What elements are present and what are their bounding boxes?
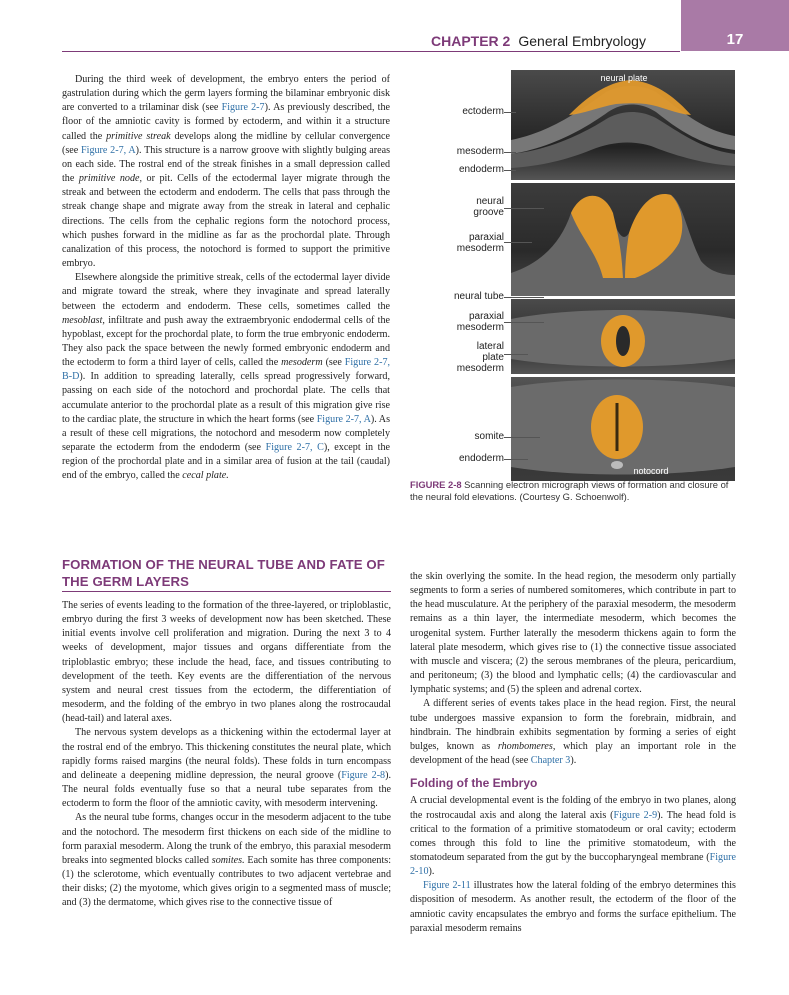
- page-number: 17: [726, 31, 744, 48]
- figure-link[interactable]: Figure 2-7, A: [81, 144, 136, 156]
- chapter-number: CHAPTER 2: [431, 33, 511, 49]
- chapter-title: General Embryology: [518, 33, 646, 49]
- caption-text: Scanning electron micrograph views of formation and closure of the neural fold elevations. (Courtesy G. Schoenwolf).: [410, 479, 729, 503]
- caption-figure-number: FIGURE 2-8: [410, 479, 462, 490]
- figure-link[interactable]: Figure 2-8: [341, 769, 386, 781]
- label-neural-plate: neural plate: [600, 73, 648, 83]
- figure-link[interactable]: Figure 2-11: [423, 880, 471, 892]
- paragraph: the skin overlying the somite. In the head region, the mesoderm only partially segments to form a series of numbered somitomeres, which contribute in part to the head musculature. At the periphery of the paraxial mesoderm, the mesoderm remains as a thin layer, the intermediate mesoderm, which becomes the urogenital system. Further laterally the mesoderm thickens again to form the lateral plate mesoderm, which gives rise to (1) the connective tissue associated with muscle and viscera; (2) the serous membranes of the pleura, pericardium, and peritoneum; (3) the blood and lymphatic cells; (4) the cardiovascular and lymphatic systems; and (5) the spleen and adrenal cortex.: [410, 571, 736, 696]
- label-mesoderm: mesoderm: [456, 146, 504, 157]
- label-paraxial-mesoderm: paraxial mesoderm: [456, 311, 504, 333]
- label-ectoderm: ectoderm: [462, 106, 504, 117]
- paragraph: Figure 2-11 illustrates how the lateral folding of the embryo determines this disposition of mesoderm. As another result, the ectoderm of the floor of the amniotic cavity encapsulates the embryo and forms the surface epithelium. The paraxial mesoderm remains: [410, 880, 736, 934]
- figure-link[interactable]: Figure 2-7, A: [316, 413, 371, 425]
- leader-line: [504, 437, 540, 438]
- label-neural-tube: neural tube: [453, 291, 504, 302]
- label-endoderm: endoderm: [458, 453, 504, 464]
- figure-link[interactable]: Figure 2-7, B-D: [62, 357, 391, 383]
- paragraph: A crucial developmental event is the folding of the embryo in two planes, along the rostrocaudal axis and along the lateral axis (Figure 2-9). The head fold is critical to the formation of a primitive stomatodeum or oral cavity; ectoderm comes through this fold to line the primitive stomatodeum, with the stomatodeum separated from the gut by the buccopharyngeal membrane (Figure 2-10).: [410, 795, 736, 878]
- label-endoderm: endoderm: [458, 164, 504, 175]
- leader-line: [504, 170, 516, 171]
- leader-line: [504, 354, 528, 355]
- paragraph: During the third week of development, the embryo enters the period of gastrulation during which the germ layers forming the bilaminar embryonic disk are converted to a trilaminar disk (see Figure 2-7). As previously described, the floor of the amniotic cavity is formed by ectoderm, and within it a structure called the primitive streak develops along the midline by cellular convergence (see Figure 2-7, A). This structure is a narrow groove with slightly bulging areas on each side. The rostral end of the streak finishes in a small depression called the primitive node, or pit. Cells of the ectodermal layer migrate through the streak and between the ectoderm and endoderm. The cells that pass through the streak change shape and migrate away from the streak in lateral and cephalic directions. The cells from the cephalic regions form the notochord process, which pushes forward in the midline as far as the prochordal plate. Through canalization of this process, the notochord is formed to support the primitive embryo.: [62, 74, 390, 270]
- paragraph: Elsewhere alongside the primitive streak, cells of the ectodermal layer divide and migrate toward the streak, where they invaginate and spread laterally between the ectoderm and endoderm. These cells, sometimes called the mesoblast, infiltrate and push away the extraembryonic endodermal cells of the hypoblast, except for the prochordal plate, to form the true embryonic endoderm. They also pack the space between the newly formed embryonic endoderm and the ectoderm to form a third layer of cells, called the mesoderm (see Figure 2-7, B-D). In addition to spreading laterally, cells spread progressively forward, passing on each side of the notochord and prochordal plate. The cells that accumulate anterior to the prochordal plate as a result of this migration give rise to the cardiac plate, the structure in which the heart forms (see Figure 2-7, A). As a result of these cell migrations, the notochord and mesoderm now completely separate the ectoderm from the endoderm (see Figure 2-7, C), except in the region of the prochordal plate and in a similar area of fusion at the tail (caudal) end of the embryo, called the cecal plate.: [62, 272, 391, 482]
- leader-line: [504, 297, 544, 298]
- leader-line: [504, 208, 544, 209]
- figure-caption: [410, 479, 736, 504]
- header-rule: [62, 51, 680, 52]
- micrograph-neural-plate: [511, 70, 735, 180]
- figure-link[interactable]: Figure 2-7: [221, 102, 265, 114]
- section-rule: [62, 591, 391, 592]
- leader-line: [504, 242, 532, 243]
- running-header: [431, 33, 646, 49]
- label-paraxial-mesoderm: paraxial mesoderm: [456, 232, 504, 254]
- figure-link[interactable]: Figure 2-7, C: [265, 442, 324, 454]
- leader-line: [504, 112, 516, 113]
- label-notocord: notocord: [633, 466, 669, 476]
- label-somite: somite: [474, 431, 504, 442]
- micrograph-somite: [511, 377, 735, 481]
- paragraph: The series of events leading to the formation of the three-layered, or triploblastic, embryo during the first 3 weeks of development now has been sketched. These initial events involve cell proliferation and migration. During the next 3 to 4 weeks of development, major tissues and organs differentiate from the triploblastic embryo; these include the head, face, and tissues contributing to development of the teeth. Key events are the differentiation of the nervous system and neural crest tissues from the ectoderm, the differentiation of mesoderm, and the folding of the embryo in two planes along the rostrocaudal (head-tail) and lateral axes.: [62, 600, 391, 725]
- chapter-link[interactable]: Chapter 3: [530, 755, 571, 767]
- label-lateral-plate-mesoderm: lateral plate mesoderm: [456, 341, 504, 374]
- micrograph-neural-groove: [511, 183, 735, 296]
- section-heading: FORMATION OF THE NEURAL TUBE AND FATE OF THE GERM LAYERS: [62, 557, 385, 589]
- paragraph: The nervous system develops as a thickening within the ectodermal layer at the rostral end of the embryo. This thickening constitutes the neural plate, which rapidly forms raised margins (the neural folds). These folds in turn encompass and delineate a deepening midline depression, the neural groove (Figure 2-8). The neural folds eventually fuse so that a neural tube separates from the ectoderm to form the floor of the amniotic cavity, with mesoderm intervening.: [62, 727, 391, 810]
- intro-column: [62, 73, 390, 484]
- figure-link[interactable]: Figure 2-10: [410, 851, 736, 878]
- figure-2-8: [410, 70, 736, 480]
- paragraph: As the neural tube forms, changes occur in the mesoderm adjacent to the tube and the notochord. The mesoderm first thickens on each side of the midline to form paraxial mesoderm. Along the trunk of the embryo, this paraxial mesoderm breaks into segmented blocks called somites. Each somite has three components: (1) the sclerotome, which eventually contributes to two adjacent vertebrae and their disks; (2) the myotome, which gives origin to a segmented mass of muscle; and (3) the dermatome, which gives rise to the connective tissue of: [62, 812, 392, 909]
- leader-line: [504, 322, 544, 323]
- micrograph-neural-tube: [511, 299, 735, 374]
- paragraph: A different series of events takes place in the head region. First, the neural tube undergoes massive expansion to form the forebrain, midbrain, and hindbrain. The hindbrain exhibits segmentation by forming a series of eight bulges, known as rhombomeres, which play an important role in the development of the head (see Chapter 3).: [410, 698, 737, 767]
- leader-line: [504, 152, 516, 153]
- right-column: [410, 570, 736, 936]
- leader-line: [504, 459, 528, 460]
- subheading: Folding of the Embryo: [410, 776, 538, 791]
- page-number-tab: [681, 0, 789, 51]
- left-column: [62, 599, 391, 910]
- figure-link[interactable]: Figure 2-9: [613, 809, 658, 821]
- label-neural-groove: neural groove: [473, 196, 504, 218]
